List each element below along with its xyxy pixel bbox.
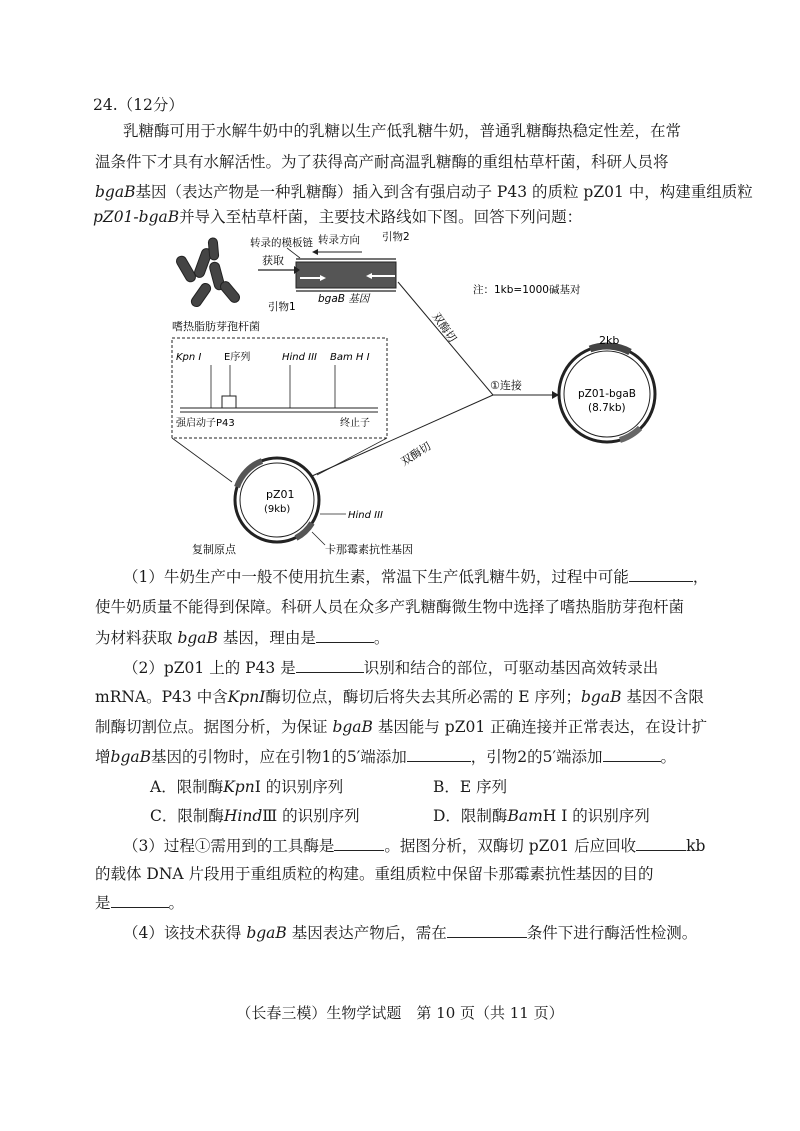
- double-cut-top-label: 双酶切: [429, 310, 460, 345]
- q4-text-a2: 基因表达产物后，需在: [291, 924, 447, 942]
- q1-line-2: 使牛奶质量不能得到保障。科研人员在众多产乳糖酶微生物中选择了嗜热脂肪芽孢杆菌: [95, 598, 685, 616]
- q3-blank-3[interactable]: [111, 892, 169, 908]
- plasmid-name: pZ01-bgaB: [93, 208, 180, 226]
- q3-blank-2[interactable]: [636, 835, 686, 851]
- q2-blank-1[interactable]: [296, 657, 364, 673]
- q2-line-2: [95, 687, 704, 707]
- q2-line-3: [95, 717, 707, 737]
- q2-option-b[interactable]: B．E 序列: [433, 778, 508, 796]
- kan-label: 卡那霉素抗性基因: [325, 543, 413, 556]
- technique-diagram: [0, 0, 800, 560]
- opt-d-text: D．限制酶: [433, 807, 508, 825]
- q1-blank-2[interactable]: [316, 627, 374, 643]
- q2-gene-2: bgaB: [332, 718, 373, 736]
- opt-c-text-2: Ⅲ 的识别序列: [262, 807, 360, 825]
- intro-line-1: 乳糖酶可用于水解牛奶中的乳糖以生产低乳糖牛奶，普通乳糖酶热稳定性差，在常: [123, 122, 682, 140]
- q2-text-c1: 制酶切割位点。据图分析，为保证: [95, 718, 328, 736]
- note-label: 注：1kb=1000碱基对: [473, 284, 581, 296]
- q3-text-a2: 。据图分析，双酶切 pZ01 后应回收: [384, 837, 637, 855]
- q3-text-a3: kb: [686, 837, 706, 855]
- q3-line-1: [123, 835, 705, 856]
- q3-text-c1: 是: [95, 894, 111, 912]
- q2-text-c2: 基因能与 pZ01 正确连接并正常表达，在设计扩: [377, 718, 708, 736]
- gene-label: bgaB 基因: [318, 293, 370, 305]
- origin-label: 复制原点: [192, 543, 236, 556]
- q1-text-a-end: ，: [692, 568, 709, 586]
- opt-a-text-2: I 的识别序列: [254, 778, 344, 796]
- page-footer: （长春三模）生物学试题 第 10 页（共 11 页）: [236, 1004, 564, 1022]
- q2-text-d-end: 。: [660, 748, 677, 766]
- q4-line-1: [123, 922, 697, 943]
- template-strand-label: 转录的模板链: [250, 237, 313, 249]
- zoom-line-left: [172, 438, 232, 482]
- q2-text-d3: ，引物2的5′端添加: [470, 748, 603, 766]
- bacteria-label: 嗜热脂肪芽孢杆菌: [172, 320, 260, 333]
- opt-d-text-2: H I 的识别序列: [542, 807, 650, 825]
- intro-line-3: 基因（表达产物是一种乳糖酶）插入到含有强启动子 P43 的质粒 pZ01 中，构建重组质粒: [135, 183, 753, 201]
- opt-d-bam: Bam: [507, 807, 543, 825]
- q2-option-a[interactable]: [150, 777, 343, 797]
- double-cut-bottom-label: 双酶切: [398, 439, 434, 469]
- two-kb-label: 2kb: [599, 334, 620, 347]
- q2-blank-2[interactable]: [407, 746, 471, 762]
- q1-text-c2: 基因，理由是: [222, 629, 316, 647]
- hind-small-label: Hind III: [348, 510, 384, 521]
- q3-line-2: 的载体 DNA 片段用于重组质粒的构建。重组质粒中保留卡那霉素抗性基因的目的: [95, 865, 654, 883]
- obtain-label: 获取: [262, 254, 284, 267]
- q3-blank-1[interactable]: [334, 835, 384, 851]
- q2-text-b3: 基因不含限: [626, 688, 704, 706]
- hind-label: Hind III: [282, 352, 318, 363]
- template-pointer: [287, 248, 300, 258]
- q2-gene-3: bgaB: [110, 748, 151, 766]
- pZ01-name: pZ01: [266, 488, 295, 501]
- e-seq-label: E序列: [224, 352, 251, 363]
- q2-option-c[interactable]: [150, 806, 360, 826]
- q4-blank-1[interactable]: [447, 922, 527, 938]
- rec-size: (8.7kb): [588, 402, 626, 414]
- intro-line-4: 并导入至枯草杆菌，主要技术路线如下图。回答下列问题：: [179, 208, 583, 226]
- promoter-label: 强启动子P43: [176, 418, 235, 429]
- q1-gene: bgaB: [177, 629, 218, 647]
- q2-line-1: [123, 657, 658, 678]
- question-number: 24.（12分）: [93, 96, 184, 114]
- q2-blank-3[interactable]: [603, 746, 661, 762]
- q2-text-d1: 增: [95, 748, 111, 766]
- kpn-label: Kpn I: [176, 352, 202, 363]
- q2-line-4: [95, 746, 676, 767]
- q2-text-b2: 酶切位点，酶切后将失去其所必需的 E 序列；: [265, 688, 581, 706]
- opt-a-kpn: Kpn: [223, 778, 255, 796]
- e-seq-block: [222, 396, 236, 408]
- q2-gene-1: bgaB: [581, 688, 622, 706]
- q4-gene: bgaB: [246, 924, 287, 942]
- q3-text-c-end: 。: [168, 894, 185, 912]
- bam-label: Bam H I: [330, 352, 370, 363]
- q3-line-3: [95, 892, 184, 913]
- q4-text-a1: （4）该技术获得: [123, 924, 242, 942]
- kan-pointer: [312, 532, 325, 545]
- q1-line-3: [95, 627, 389, 648]
- pZ01-promoter-segment: [237, 461, 262, 487]
- rec-name: pZ01-bgaB: [578, 388, 636, 400]
- transcription-arrowhead: [312, 249, 318, 255]
- ligation-label: ①连接: [490, 379, 522, 392]
- transcription-dir-label: 转录方向: [318, 234, 360, 246]
- q2-text-d2: 基因的引物时，应在引物1的5′端添加: [151, 748, 407, 766]
- opt-c-hind: Hind: [223, 807, 263, 825]
- q1-text-c1: 为材料获取: [95, 629, 173, 647]
- zoom-line-right: [317, 438, 387, 475]
- opt-a-text: A．限制酶: [150, 778, 224, 796]
- q2-text-a1: （2）pZ01 上的 P43 是: [123, 659, 296, 677]
- q3-text-a1: （3）过程①需用到的工具酶是: [123, 837, 335, 855]
- bacteria-cluster: [175, 238, 242, 309]
- intro-line-2: 温条件下才具有水解活性。为了获得高产耐高温乳糖酶的重组枯草杆菌，科研人员将: [95, 153, 669, 171]
- q1-text-c-end: 。: [373, 629, 390, 647]
- q2-option-d[interactable]: [433, 806, 650, 826]
- q1-blank-1[interactable]: [629, 566, 693, 582]
- pZ01-size: (9kb): [264, 504, 291, 515]
- q1-line-1: [123, 566, 708, 587]
- gene-name: bgaB: [95, 183, 136, 201]
- q2-text-b1: mRNA。P43 中含: [95, 688, 228, 706]
- q4-text-a3: 条件下进行酶活性检测。: [526, 924, 698, 942]
- q2-kpnI: KpnI: [227, 688, 266, 706]
- q2-text-a2: 识别和结合的部位，可驱动基因高效转录出: [363, 659, 659, 677]
- primer1-label: 引物1: [268, 301, 296, 313]
- terminator-label: 终止子: [340, 418, 370, 429]
- q1-text-a: （1）牛奶生产中一般不使用抗生素，常温下生产低乳糖牛奶，过程中可能: [123, 568, 629, 586]
- primer2-label: 引物2: [382, 231, 410, 243]
- opt-c-text: C．限制酶: [150, 807, 224, 825]
